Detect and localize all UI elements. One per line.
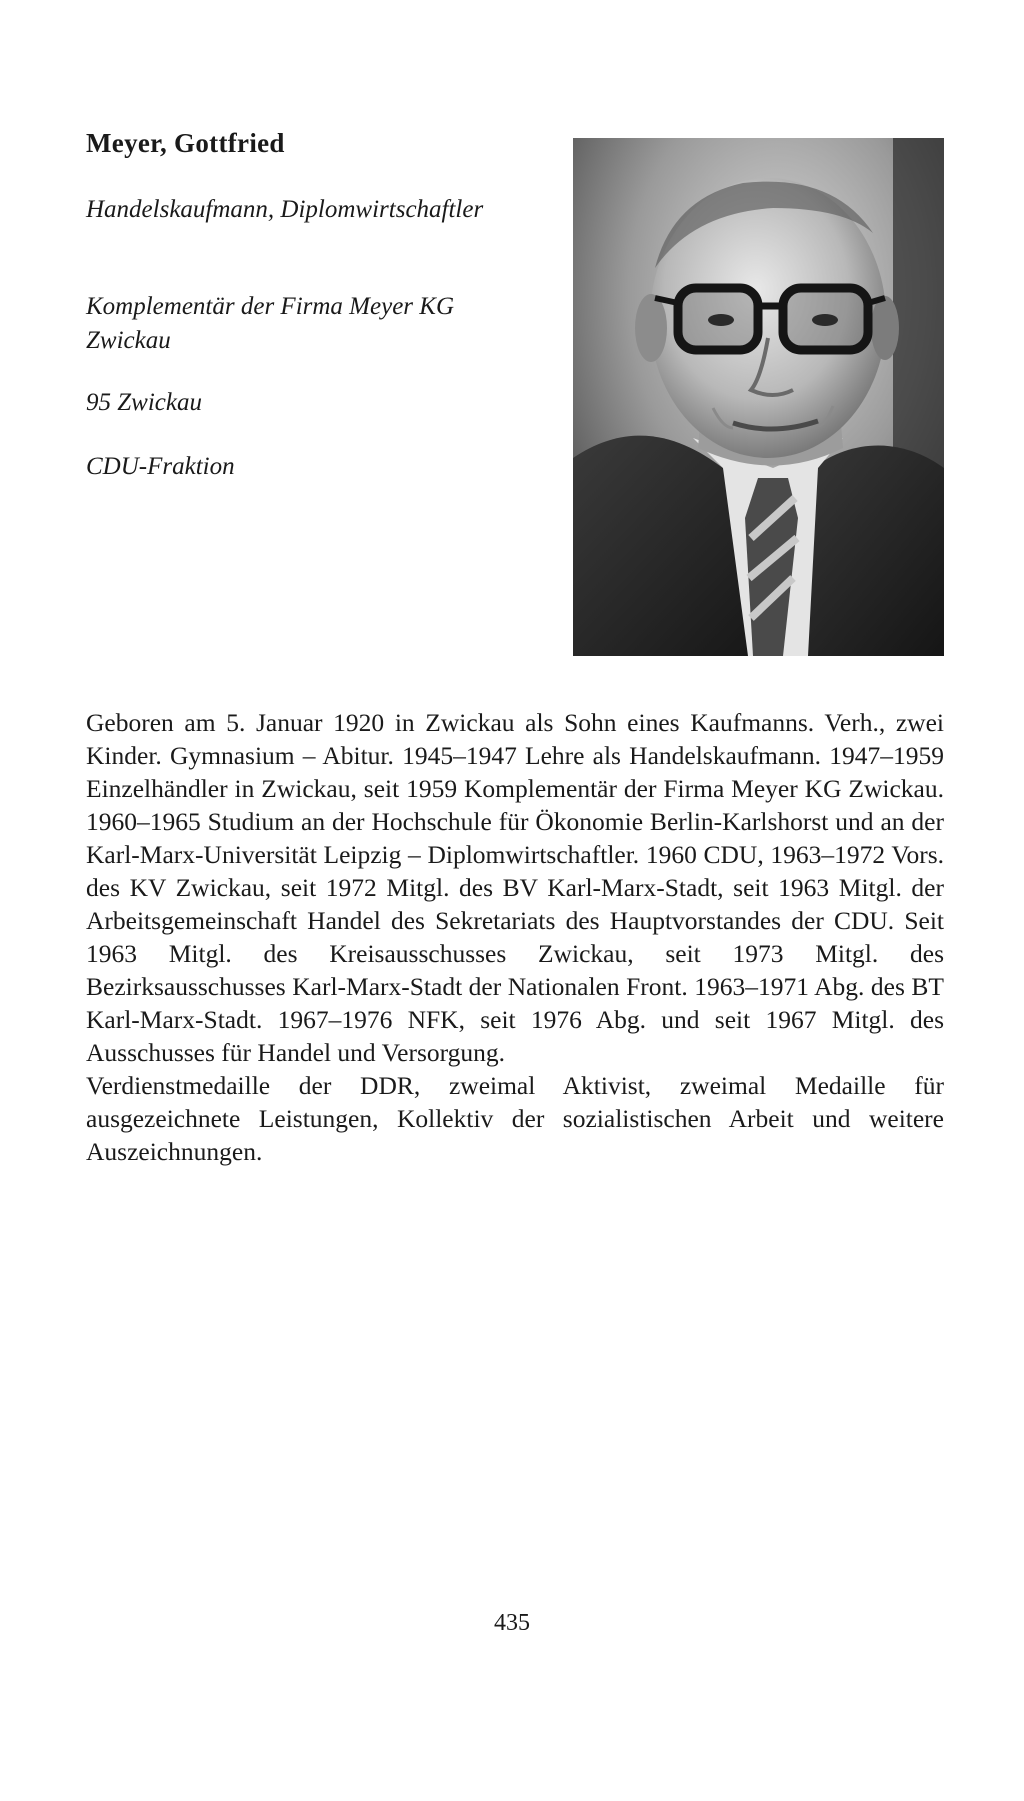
portrait-photo xyxy=(573,138,944,656)
entry-name: Meyer, Gottfried xyxy=(86,128,285,158)
portrait-illustration xyxy=(573,138,944,656)
entry-profession: Handelskaufmann, Diplomwirtschaftler xyxy=(86,196,484,223)
biography-paragraph: Geboren am 5. Januar 1920 in Zwickau als Sohn eines Kaufmanns. Verh., zwei Kinder. Gymnasium – Abitur. 1945–1947 Lehre als Handelskaufmann. 1947–1959 Einzelhändler in Zwickau, seit 1959 Komplementär der Firma Meyer KG Zwickau. 1960–1965 Studium an der Hochschule für Ökonomie Berlin-Karlshorst und an der Karl-Marx-Universität Leipzig – Diplomwirtschaftler. 1960 CDU, 1963–1972 Vors. des KV Zwickau, seit 1972 Mitgl. des BV Karl-Marx-Stadt, seit 1963 Mitgl. der Arbeitsgemeinschaft Handel des Sekretariats des Hauptvorstandes der CDU. Seit 1963 Mitgl. des Kreisausschusses Zwickau, seit 1973 Mitgl. des Bezirksausschusses Karl-Marx-Stadt der Nationalen Front. 1963–1971 Abg. des BT Karl-Marx-Stadt. 1967–1976 NFK, seit 1976 Abg. und seit 1967 Mitgl. des Ausschusses für Handel und Versorgung. xyxy=(86,708,944,1067)
entry-faction: CDU-Fraktion xyxy=(86,453,235,480)
biography-paragraph: Verdienstmedaille der DDR, zweimal Aktivist, zweimal Medaille für ausgezeichnete Leistungen, Kollektiv der sozialistischen Arbeit und weitere Auszeichnungen. xyxy=(86,1071,944,1166)
page-number: 435 xyxy=(494,1610,530,1636)
entry-location: 95 Zwickau xyxy=(86,389,202,416)
biography xyxy=(86,706,944,1168)
entry-position: Komplementär der Firma Meyer KG Zwickau xyxy=(86,293,454,354)
